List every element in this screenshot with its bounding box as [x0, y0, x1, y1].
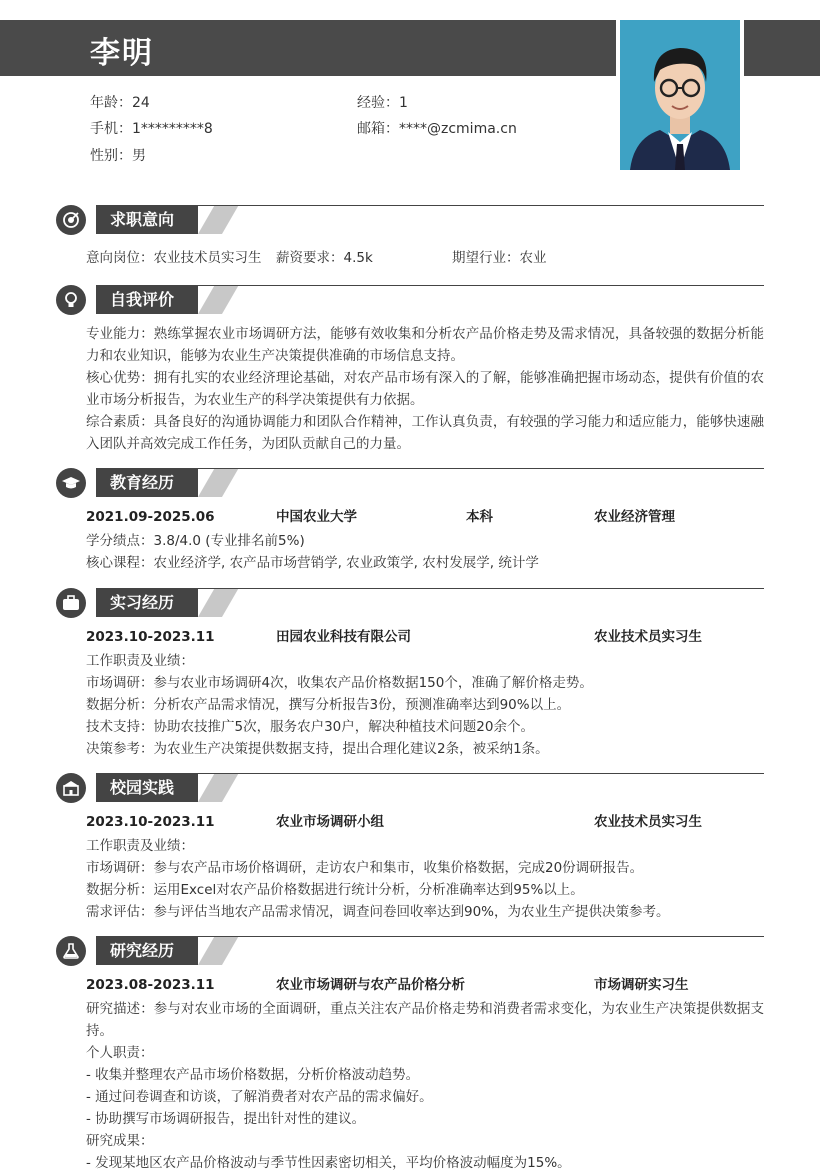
phone-info [90, 118, 213, 138]
campus-org: 农业市场调研小组 [276, 814, 384, 830]
campus-header-row [86, 811, 764, 835]
title-accent [198, 774, 238, 802]
research-line: - 发现某地区农产品价格波动与季节性因素密切相关，平均价格波动幅度为15%。 [86, 1155, 571, 1171]
research-line: - 收集并整理农产品市场价格数据，分析价格波动趋势。 [86, 1067, 420, 1083]
intent-salary: 薪资要求：4.5k [276, 250, 373, 266]
email-label: 邮箱： [357, 121, 399, 137]
internship-date: 2023.10-2023.11 [86, 629, 215, 645]
education-courses: 核心课程：农业经济学, 农产品市场营销学, 农业政策学, 农村发展学, 统计学 [86, 555, 539, 571]
title-accent [198, 469, 238, 497]
section-campus-practice [56, 773, 764, 928]
section-title: 实习经历 [96, 589, 198, 617]
internship-line: 技术支持：协助农技推广5次，服务农户30户，解决种植技术问题20余个。 [86, 719, 534, 735]
research-description: 研究描述：参与对农业市场的全面调研，重点关注农产品价格走势和消费者需求变化，为农业生产决策提供数据支持。 [86, 1001, 764, 1039]
research-date: 2023.08-2023.11 [86, 977, 215, 993]
profile-photo [620, 20, 740, 170]
section-body [86, 506, 764, 574]
internship-line: 决策参考：为农业生产决策提供数据支持，提出合理化建议2条，被采纳1条。 [86, 741, 549, 757]
title-accent [198, 589, 238, 617]
intent-industry: 期望行业：农业 [452, 250, 547, 266]
section-body [86, 323, 764, 455]
campus-role: 农业技术员实习生 [594, 814, 702, 830]
self-eval-qualities: 综合素质：具备良好的沟通协调能力和团队合作精神，工作认真负责，有较强的学习能力和适应能力，能够快速融入团队并高效完成工作任务，为团队贡献自己的力量。 [86, 414, 764, 452]
education-date: 2021.09-2025.06 [86, 509, 215, 525]
internship-line: 市场调研：参与农业市场调研4次，收集农产品价格数据150个，准确了解价格走势。 [86, 675, 593, 691]
title-accent [198, 286, 238, 314]
candidate-name: 李明 [90, 36, 154, 71]
campus-line: 需求评估：参与评估当地农产品需求情况，调查问卷回收率达到90%，为农业生产提供决策参考。 [86, 904, 670, 920]
section-body [86, 626, 764, 760]
research-line: 研究成果： [86, 1133, 154, 1149]
research-role: 市场调研实习生 [594, 977, 689, 993]
campus-line: 数据分析：运用Excel对农产品价格数据进行统计分析，分析准确率达到95%以上。 [86, 882, 584, 898]
section-body [86, 811, 764, 923]
self-eval-professional: 专业能力：熟练掌握农业市场调研方法，能够有效收集和分析农产品价格走势及需求情况，具备较强的数据分析能力和农业知识，能够为农业生产决策提供准确的市场信息支持。 [86, 326, 764, 364]
title-accent [198, 206, 238, 234]
section-self-evaluation [56, 285, 764, 460]
gender-value: 男 [132, 148, 146, 164]
section-job-intent [56, 205, 764, 275]
section-title: 自我评价 [96, 286, 198, 314]
section-research [56, 936, 764, 1171]
age-value: 24 [132, 95, 150, 111]
research-project: 农业市场调研与农产品价格分析 [276, 977, 465, 993]
research-line: 个人职责： [86, 1045, 154, 1061]
research-header-row [86, 974, 764, 998]
title-accent [198, 937, 238, 965]
age-info [90, 92, 150, 112]
gender-info [90, 145, 146, 165]
research-line: - 协助撰写市场调研报告，提出针对性的建议。 [86, 1111, 366, 1127]
section-title: 教育经历 [96, 469, 198, 497]
campus-date: 2023.10-2023.11 [86, 814, 215, 830]
internship-line: 数据分析：分析农产品需求情况，撰写分析报告3份，预测准确率达到90%以上。 [86, 697, 571, 713]
header-bar-accent [744, 20, 820, 76]
flask-icon [56, 936, 86, 966]
education-header-row [86, 506, 764, 530]
internship-line: 工作职责及业绩： [86, 653, 194, 669]
phone-value: 1*********8 [132, 121, 213, 137]
education-degree: 本科 [466, 509, 493, 525]
internship-role: 农业技术员实习生 [594, 629, 702, 645]
section-title: 研究经历 [96, 937, 198, 965]
section-education [56, 468, 764, 578]
section-body [86, 974, 764, 1174]
briefcase-icon [56, 588, 86, 618]
email-value: ****@zcmima.cn [399, 121, 517, 137]
experience-info [357, 92, 408, 112]
lightbulb-icon [56, 285, 86, 315]
target-icon [56, 205, 86, 235]
age-label: 年龄： [90, 95, 132, 111]
self-eval-strengths: 核心优势：拥有扎实的农业经济理论基础，对农产品市场有深入的了解，能够准确把握市场动态，提供有价值的农业市场分析报告，为农业生产的科学决策提供有力依据。 [86, 370, 764, 408]
education-gpa: 学分绩点：3.8/4.0 (专业排名前5%) [86, 533, 305, 549]
intent-row [86, 247, 764, 271]
education-school: 中国农业大学 [276, 509, 357, 525]
section-body [86, 247, 764, 271]
experience-value: 1 [399, 95, 408, 111]
campus-line: 市场调研：参与农产品市场价格调研，走访农户和集市，收集价格数据，完成20份调研报告。 [86, 860, 644, 876]
section-title: 求职意向 [96, 206, 198, 234]
campus-line: 工作职责及业绩： [86, 838, 194, 854]
section-internship [56, 588, 764, 764]
internship-header-row [86, 626, 764, 650]
gender-label: 性别： [90, 148, 132, 164]
building-icon [56, 773, 86, 803]
graduation-cap-icon [56, 468, 86, 498]
internship-company: 田园农业科技有限公司 [276, 629, 411, 645]
section-title: 校园实践 [96, 774, 198, 802]
intent-position: 意向岗位：农业技术员实习生 [86, 250, 262, 266]
research-line: - 通过问卷调查和访谈，了解消费者对农产品的需求偏好。 [86, 1089, 433, 1105]
email-info [357, 118, 517, 138]
phone-label: 手机： [90, 121, 132, 137]
education-major: 农业经济管理 [594, 509, 675, 525]
experience-label: 经验： [357, 95, 399, 111]
